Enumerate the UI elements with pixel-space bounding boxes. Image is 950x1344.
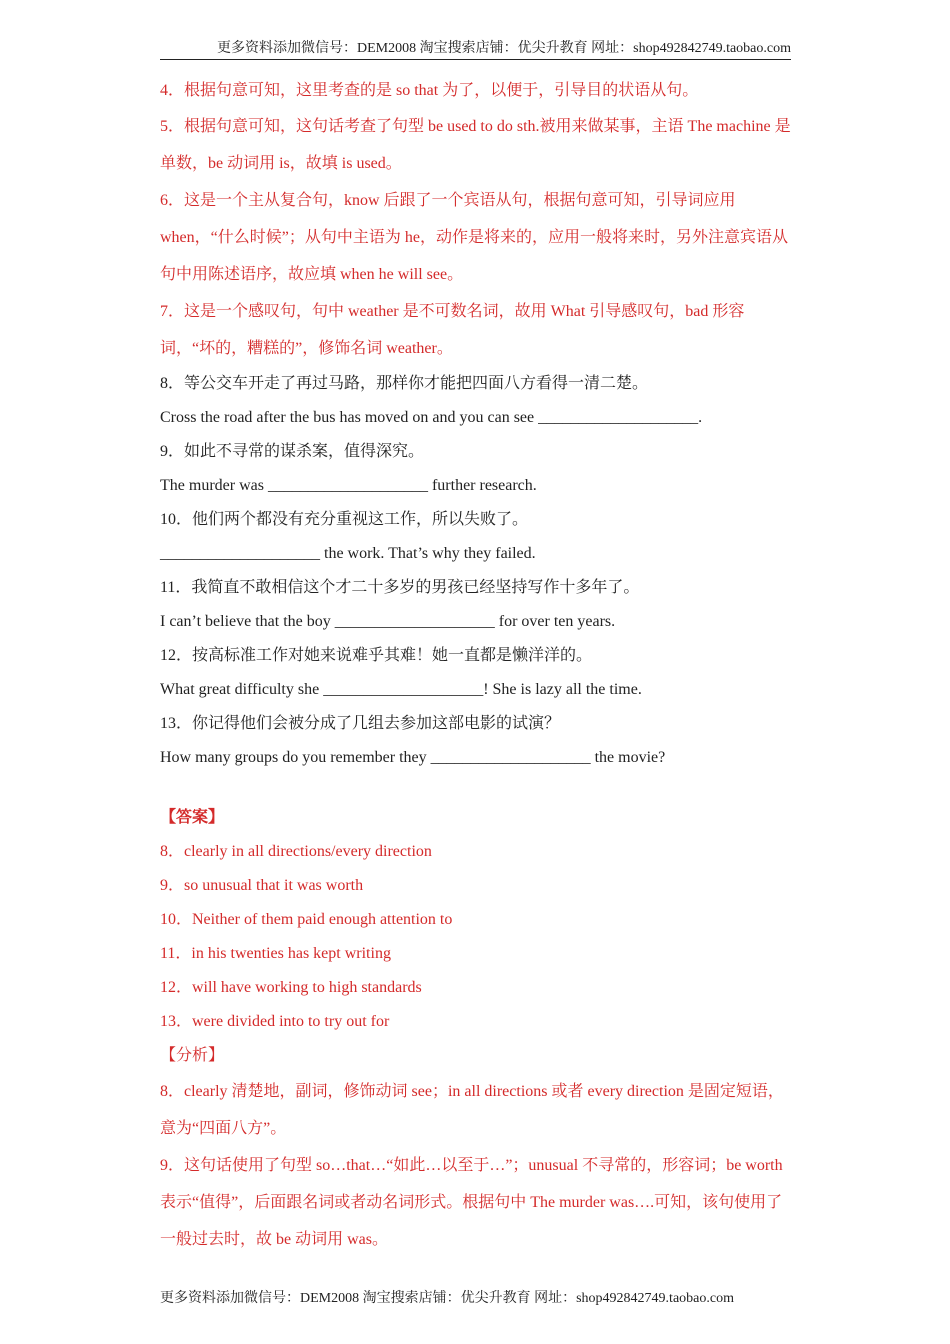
answer-12: 12．will have working to high standards	[160, 979, 422, 996]
page-footer: 更多资料添加微信号：DEM2008 淘宝搜索店铺：优尖升教育 网址：shop492842749.taobao.com	[160, 1291, 734, 1306]
analysis-item-6: 6．这是一个主从复合句，know 后跟了一个宾语从句，根据句意可知，引导词应用 when，“什么时候”；从句中主语为 he，动作是将来的，应用一般将来时，另外注意宾语从句中用陈述语序，故应填 when he will see。	[160, 192, 788, 283]
question-8-en: Cross the road after the bus has moved on and you can see ____________________.	[160, 409, 703, 426]
question-12-en: What great difficulty she ____________________! She is lazy all the time.	[160, 681, 642, 698]
analysis-item-5: 5．根据句意可知，这句话考查了句型 be used to do sth.被用来做某事，主语 The machine 是单数，be 动词用 is，故填 is used。	[160, 118, 791, 172]
question-13-en: How many groups do you remember they ____________________ the movie?	[160, 749, 666, 766]
answer-9: 9．so unusual that it was worth	[160, 877, 364, 894]
question-9-cn: 9．如此不寻常的谋杀案，值得深究。	[160, 443, 425, 460]
question-10-en: ____________________ the work. That’s why they failed.	[160, 545, 536, 562]
answer-8: 8．clearly in all directions/every direction	[160, 843, 432, 860]
section-spacer	[160, 775, 792, 801]
analysis-bottom-9: 9．这句话使用了句型 so…that…“如此…以至于…”；unusual 不寻常的，形容词；be worth 表示“值得”，后面跟名词或者动名词形式。根据句中 The murder was….可知，该句使用了一般过去时，故 be 动词用 was。	[160, 1157, 783, 1248]
answer-heading: 【答案】	[160, 809, 225, 826]
question-11-en: I can’t believe that the boy ____________________ for over ten years.	[160, 613, 616, 630]
question-10-cn: 10．他们两个都没有充分重视这工作，所以失败了。	[160, 511, 529, 528]
analysis-item-4: 4．根据句意可知，这里考查的是 so that 为了，以便于，引导目的状语从句。	[160, 82, 699, 99]
analysis-item-7: 7．这是一个感叹句，句中 weather 是不可数名词，故用 What 引导感叹句，bad 形容词，“坏的，糟糕的”，修饰名词 weather。	[160, 303, 745, 357]
question-12-cn: 12．按高标准工作对她来说难乎其难！她一直都是懒洋洋的。	[160, 647, 593, 664]
page-header: 更多资料添加微信号：DEM2008 淘宝搜索店铺：优尖升教育 网址：shop492842749.taobao.com	[160, 37, 791, 60]
answer-11: 11．in his twenties has kept writing	[160, 945, 391, 962]
question-11-cn: 11．我简直不敢相信这个才二十多岁的男孩已经坚持写作十多年了。	[160, 579, 640, 596]
analysis-heading: 【分析】	[160, 1047, 225, 1064]
question-8-cn: 8．等公交车开走了再过马路，那样你才能把四面八方看得一清二楚。	[160, 375, 649, 392]
page-content	[160, 74, 792, 1258]
analysis-bottom-8: 8．clearly 清楚地，副词，修饰动词 see；in all directions 或者 every direction 是固定短语，意为“四面八方”。	[160, 1083, 784, 1137]
question-13-cn: 13．你记得他们会被分成了几组去参加这部电影的试演？	[160, 715, 561, 732]
question-9-en: The murder was ____________________ further research.	[160, 477, 537, 494]
answer-10: 10．Neither of them paid enough attention to	[160, 911, 453, 928]
answer-13: 13．were divided into to try out for	[160, 1013, 390, 1030]
